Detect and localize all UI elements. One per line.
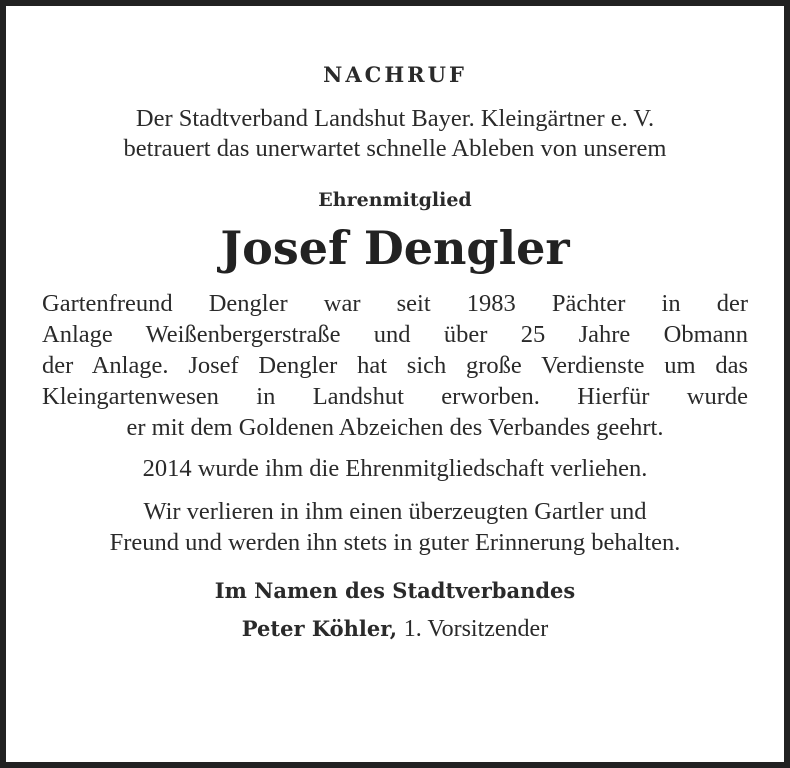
signature-title: 1. Vorsitzender <box>403 616 549 642</box>
intro-line: Der Stadtverband Landshut Bayer. Kleingärtner e. V. <box>135 105 655 132</box>
bio-line: Gartenfreund Dengler war seit 1983 Pächter in der <box>42 290 748 317</box>
bio-line: er mit dem Goldenen Abzeichen des Verbandes geehrt. <box>126 414 664 441</box>
obituary-content <box>42 60 748 644</box>
intro-line: betrauert das unerwartet schnelle Ableben von unserem <box>123 135 667 162</box>
notice-heading: NACHRUF <box>323 62 467 87</box>
intro-text <box>42 104 748 164</box>
biography-text <box>42 288 748 443</box>
closing-line: Wir verlieren in ihm einen überzeugten Gartler und <box>143 498 647 525</box>
closing-line: Freund und werden ihn stets in guter Erinnerung behalten. <box>109 529 681 556</box>
closing-text <box>42 496 748 558</box>
signature-organization: Im Namen des Stadtverbandes <box>214 578 576 603</box>
deceased-name: Josef Dengler <box>220 221 570 275</box>
bio-line: der Anlage. Josef Dengler hat sich große Verdienste um das <box>42 352 748 379</box>
member-role: Ehrenmitglied <box>318 189 472 211</box>
bio-line: Anlage Weißenbergerstraße und über 25 Jahre Obmann <box>42 321 748 348</box>
signature-person <box>42 614 748 644</box>
signature-name: Peter Köhler, <box>241 616 398 641</box>
honor-text: 2014 wurde ihm die Ehrenmitgliedschaft verliehen. <box>142 455 648 482</box>
bio-line: Kleingartenwesen in Landshut erworben. Hierfür wurde <box>42 383 748 410</box>
